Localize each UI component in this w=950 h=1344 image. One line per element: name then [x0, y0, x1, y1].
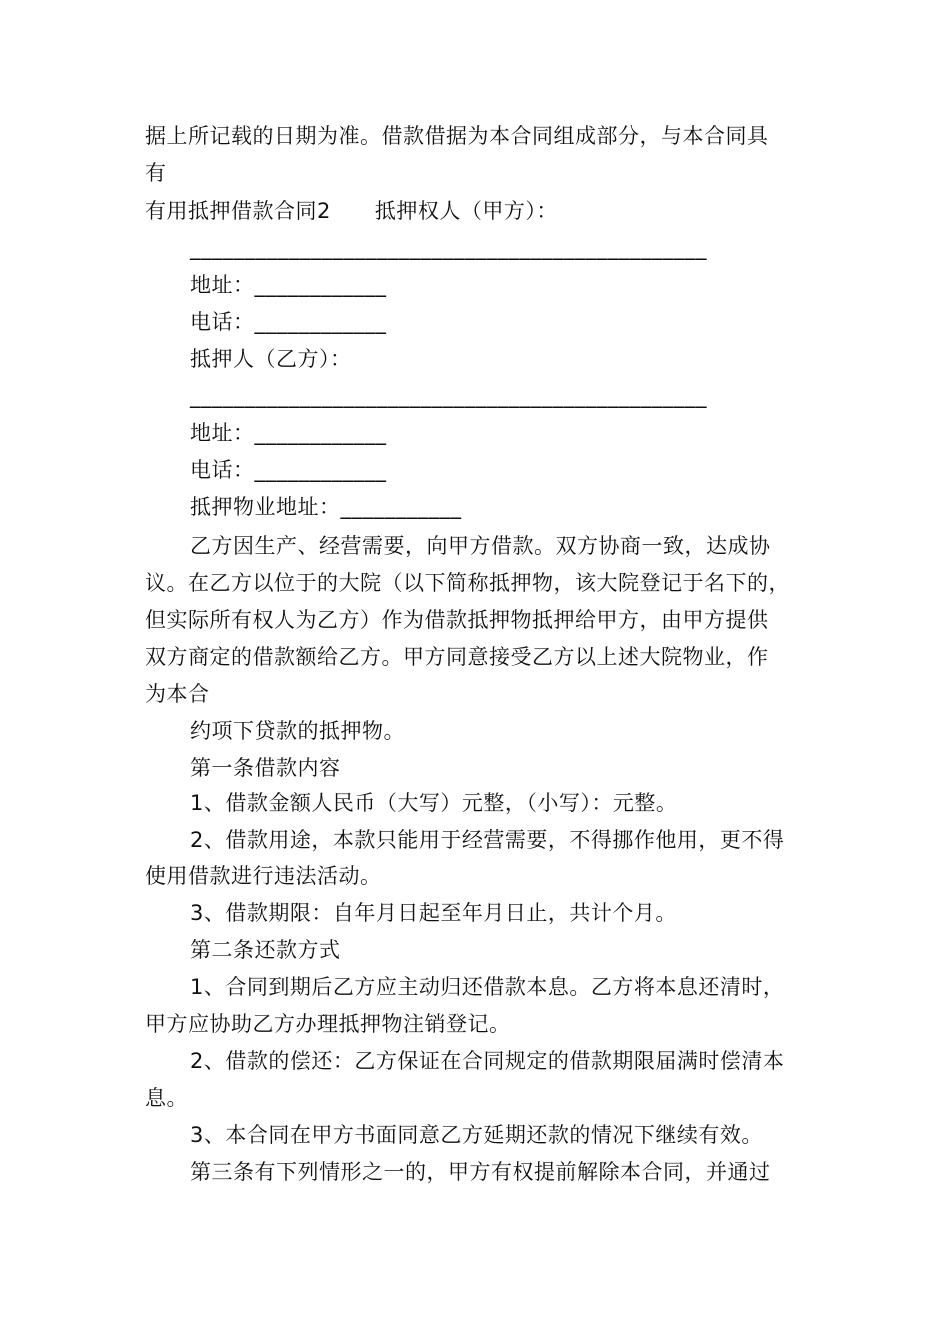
text-line: 双方商定的借款额给乙方。甲方同意接受乙方以上述大院物业，作 — [145, 645, 769, 669]
mortgagee-label: 抵押权人（甲方）： — [374, 199, 558, 223]
property-address-field: 抵押物业地址：___________ — [190, 495, 462, 519]
text-line: 为本合 — [145, 682, 210, 706]
text-line: 1、合同到期后乙方应主动归还借款本息。乙方将本息还清时， — [190, 975, 785, 999]
text-line: 3、本合同在甲方书面同意乙方延期还款的情况下继续有效。 — [190, 1123, 763, 1147]
text-line: 使用借款进行违法活动。 — [145, 864, 382, 888]
text-line: 但实际所有权人为乙方）作为借款抵押物抵押给甲方，由甲方提供 — [145, 608, 769, 632]
text-line: 约项下贷款的抵押物。 — [190, 719, 405, 743]
text-line: 2、借款的偿还：乙方保证在合同规定的借款期限届满时偿清本 — [190, 1049, 785, 1073]
section-heading: 第二条还款方式 — [190, 938, 341, 962]
text-line: 息。 — [145, 1086, 188, 1110]
text-line: 1、借款金额人民币（大写）元整，（小写）：元整。 — [190, 791, 678, 815]
text-line: 有 — [145, 161, 167, 185]
text-line: 2、借款用途，本款只能用于经营需要，不得挪作他用，更不得 — [190, 828, 785, 852]
contract-title: 有用抵押借款合同2 — [145, 199, 331, 223]
blank-line: _______________________________________________ — [190, 384, 707, 408]
contract-heading-line — [145, 196, 558, 226]
text-line: 3、借款期限：自年月日起至年月日止，共计个月。 — [190, 901, 677, 925]
text-line: 乙方因生产、经营需要，向甲方借款。双方协商一致，达成协 — [190, 534, 771, 558]
text-line: 议。在乙方以位于的大院（以下简称抵押物，该大院登记于名下的， — [145, 571, 790, 595]
section-heading: 第一条借款内容 — [190, 756, 341, 780]
text-line: 据上所记载的日期为准。借款借据为本合同组成部分，与本合同具 — [145, 124, 769, 148]
phone-field: 电话：____________ — [190, 458, 387, 482]
mortgagor-label: 抵押人（乙方）： — [190, 347, 352, 371]
phone-field: 电话：____________ — [190, 310, 387, 334]
address-field: 地址：____________ — [190, 421, 387, 445]
text-line: 甲方应协助乙方办理抵押物注销登记。 — [145, 1012, 511, 1036]
address-field: 地址：____________ — [190, 273, 387, 297]
blank-line: _______________________________________________ — [190, 236, 707, 260]
section-heading: 第三条有下列情形之一的，甲方有权提前解除本合同，并通过 — [190, 1160, 771, 1184]
